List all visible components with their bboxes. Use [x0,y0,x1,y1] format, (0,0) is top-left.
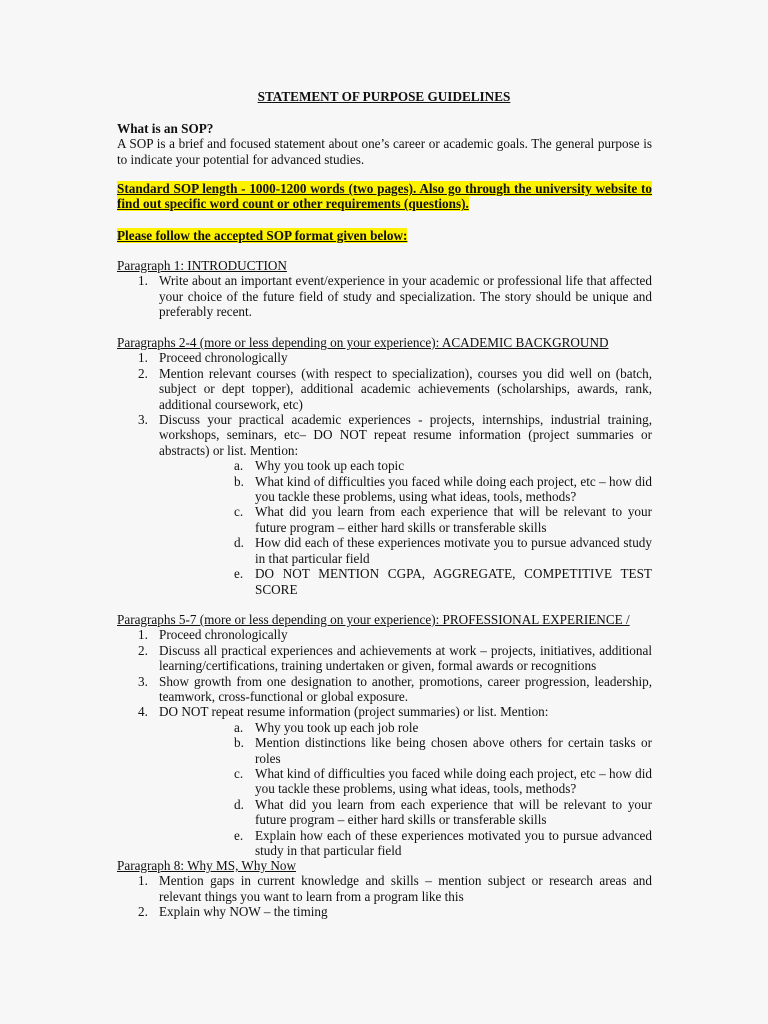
sub-list-item [117,474,652,505]
academic-background-heading: Paragraphs 2-4 (more or less depending on your experience): ACADEMIC BACKGROUND [117,335,609,350]
paragraph-1-heading: Paragraph 1: INTRODUCTION [117,258,287,273]
sub-list-item-text: What kind of difficulties you faced while doing each project, etc – how did you tackle these problems, using what ideas, tools, methods? [255,473,652,505]
sub-list-letter: b. [234,473,244,489]
document-title: STATEMENT OF PURPOSE GUIDELINES [257,89,511,104]
list-number: 3. [138,412,148,428]
list-item [117,412,652,458]
list-item [117,366,652,412]
sub-list-letter: b. [234,735,244,751]
sub-list-item [117,458,652,473]
academic-background-section [117,335,652,597]
sub-list-item-text: Mention distinctions like being chosen above others for certain tasks or roles [255,735,652,766]
list-number: 2. [138,642,148,658]
list-item-text: Show growth from one designation to another, promotions, career progression, leadership, teamwork, cross-functional or global exposure. [159,673,652,705]
what-is-sop-heading: What is an SOP? [117,121,214,136]
list-item-text: Proceed chronologically [159,627,288,643]
list-number: 3. [138,673,148,689]
sub-list-letter: e. [234,827,244,843]
list-item [117,273,652,319]
sub-list-letter: e. [234,566,244,582]
sub-list-letter: c. [234,766,244,782]
why-ms-heading: Paragraph 8: Why MS, Why Now [117,858,296,873]
sub-list-letter: a. [234,458,244,474]
sub-list-letter: c. [234,504,244,520]
professional-experience-section [117,612,652,859]
format-note-highlight: Please follow the accepted SOP format given below: [117,228,408,243]
list-item-text: Discuss all practical experiences and achievements at work – projects, initiatives, additional learning/certifications, training undertaken or given, formal awards or recognitions [159,642,652,674]
list-item-text: Mention gaps in current knowledge and skills – mention subject or research areas and relevant things you want to learn from a program like this [159,873,652,904]
list-number: 1. [138,627,148,643]
sub-list-item-text: Why you took up each topic [255,458,405,474]
why-ms-section [117,858,652,920]
list-number: 1. [138,273,148,289]
sub-list-item [117,535,652,566]
sub-list-item [117,720,652,735]
format-note [117,228,652,243]
list-item-text: DO NOT repeat resume information (project summaries) or list. Mention: [159,704,549,720]
list-number: 4. [138,704,148,720]
list-item [117,904,652,919]
professional-experience-heading: Paragraphs 5-7 (more or less depending on your experience): PROFESSIONAL EXPERIENCE / [117,612,630,627]
sub-list-letter: d. [234,535,244,551]
length-note-highlight: Standard SOP length - 1000-1200 words (two pages). Also go through the university website to find out specific word count or other requirements (questions). [117,181,652,212]
sub-list-letter: a. [234,719,244,735]
list-item [117,704,652,719]
sub-list-item [117,766,652,797]
list-item-text: Mention relevant courses (with respect to specialization), courses you did well on (batch, subject or dept topper), additional academic achievements (scholarships, awards, rank, additional coursework, etc) [159,365,652,412]
sub-list-item-text: Why you took up each job role [255,719,419,735]
what-is-sop-text: A SOP is a brief and focused statement about one’s career or academic goals. The general purpose is to indicate your potential for advanced studies. [117,136,652,167]
list-item-text: Explain why NOW – the timing [159,904,328,920]
sub-list-item [117,504,652,535]
sub-list-item [117,797,652,828]
sub-list-item-text: What kind of difficulties you faced while doing each project, etc – how did you tackle these problems, using what ideas, tools, methods? [255,766,652,797]
list-item [117,674,652,705]
list-number: 2. [138,904,148,920]
sub-list-letter: d. [234,796,244,812]
paragraph-1-section [117,258,652,320]
list-item-text: Proceed chronologically [159,350,288,366]
list-item [117,873,652,904]
sub-list-item-text: Explain how each of these experiences motivated you to pursue advanced study in that particular field [255,827,652,859]
list-item [117,643,652,674]
what-is-sop-section [117,121,652,167]
list-item-text: Discuss your practical academic experiences - projects, internships, industrial training, workshops, seminars, etc– DO NOT repeat resume information (project summaries or abstracts) or list. Mention: [159,412,652,458]
sub-list-item [117,566,652,597]
sub-list-item-text: What did you learn from each experience that will be relevant to your future program – either hard skills or transferable skills [255,504,652,535]
list-item [117,350,652,365]
sub-list-item-text: What did you learn from each experience that will be relevant to your future program – either hard skills or transferable skills [255,796,652,828]
sub-list-item-text: How did each of these experiences motivate you to pursue advanced study in that particular field [255,535,652,566]
list-item [117,627,652,642]
sub-list-item [117,828,652,859]
length-note [117,181,652,212]
list-number: 1. [138,350,148,366]
list-number: 2. [138,365,148,381]
list-item-text: Write about an important event/experience in your academic or professional life that affected your choice of the future field of study and specialization. The story should be unique and preferably recent. [159,273,652,320]
sub-list-item [117,735,652,766]
list-number: 1. [138,873,148,889]
sub-list-item-text: DO NOT MENTION CGPA, AGGREGATE, COMPETITIVE TEST SCORE [255,566,652,597]
